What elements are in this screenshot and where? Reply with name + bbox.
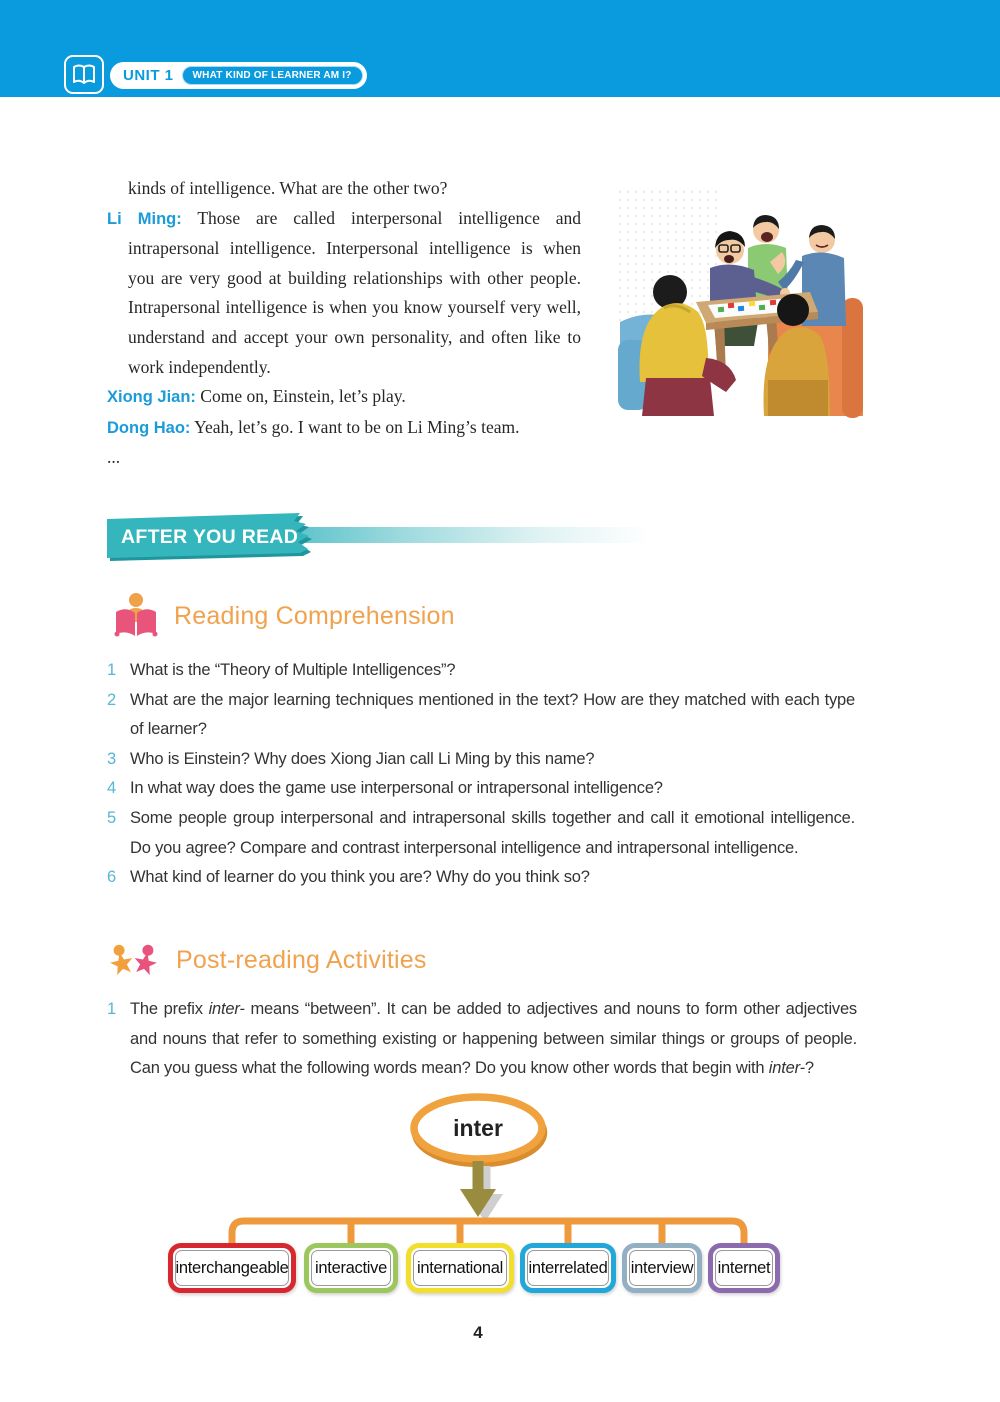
reading-comprehension-heading xyxy=(113,592,455,640)
italic-prefix-text: inter- xyxy=(208,1000,245,1018)
question-number: 5 xyxy=(107,808,117,827)
section-title: Reading Comprehension xyxy=(174,601,455,630)
question-number: 1 xyxy=(107,661,117,679)
word-label: interview xyxy=(629,1250,695,1286)
dialogue-turns xyxy=(107,204,581,444)
item-number: 1 xyxy=(107,1000,117,1018)
word-box-internet xyxy=(708,1243,780,1293)
dialogue-block xyxy=(107,174,581,473)
word-label: interrelated xyxy=(527,1250,609,1286)
dialogue-turn: Xiong Jian: Come on, Einstein, let’s play. xyxy=(107,386,406,407)
paragraph-segment: The prefix xyxy=(130,1000,209,1018)
word-box-interactive xyxy=(304,1243,398,1293)
word-label: internet xyxy=(715,1250,773,1286)
unit-badge xyxy=(110,62,367,89)
question-row xyxy=(107,686,855,745)
boys-playing-board-game-illustration xyxy=(618,190,863,418)
speaker-name: Li Ming: xyxy=(107,209,182,228)
paragraph-segment: ? xyxy=(804,1059,814,1078)
after-you-read-banner xyxy=(107,513,319,563)
word-label: interactive xyxy=(311,1250,391,1286)
question-list xyxy=(107,656,855,893)
word-box-interview xyxy=(622,1243,702,1293)
post-reading-item xyxy=(107,995,857,1084)
page-number: 4 xyxy=(473,1323,483,1342)
question-text: In what way does the game use interpersonal or intrapersonal intelligence? xyxy=(130,779,663,798)
speaker-name: Dong Hao: xyxy=(107,418,191,437)
question-row xyxy=(107,863,855,893)
question-number: 2 xyxy=(107,690,117,709)
question-row xyxy=(107,745,855,775)
question-number: 4 xyxy=(107,779,117,798)
dancing-figures-icon xyxy=(107,937,161,983)
question-text: Some people group interpersonal and intrapersonal skills together and call it emotional intelligence. Do you agree? Compare and contrast interpersonal intelligence and intrapersonal intelligence. xyxy=(130,808,855,857)
dialogue-ellipsis: ... xyxy=(107,447,121,468)
down-arrow-icon xyxy=(460,1161,503,1222)
question-row xyxy=(107,656,855,686)
inter-prefix-diagram xyxy=(150,1093,850,1253)
question-row xyxy=(107,774,855,804)
word-label: international xyxy=(413,1250,507,1286)
post-reading-text xyxy=(130,995,857,1084)
question-number: 3 xyxy=(107,749,117,768)
diagram-root-label: inter xyxy=(453,1115,503,1141)
unit-label: UNIT 1 xyxy=(123,67,174,84)
header-bar xyxy=(0,0,1000,97)
paragraph-segment: means “between”. It can be added to adjectives and nouns to form other adjectives and nouns that refer to something existing or happening between similar things or groups of people. Can you guess what the following words mean? Do you know other words that begin with xyxy=(130,1000,857,1078)
post-reading-heading xyxy=(107,937,427,983)
italic-prefix-text: inter- xyxy=(768,1059,805,1078)
unit-title: WHAT KIND OF LEARNER AM I? xyxy=(182,66,363,85)
banner-gradient-strip xyxy=(298,527,650,543)
word-box-international xyxy=(406,1243,514,1293)
speaker-name: Xiong Jian: xyxy=(107,388,196,407)
reading-person-icon xyxy=(113,592,159,640)
banner-title: AFTER YOU READ xyxy=(121,526,299,548)
question-number: 6 xyxy=(107,868,117,887)
section-title: Post-reading Activities xyxy=(176,945,427,974)
dialogue-turn: Dong Hao: Yeah, let’s go. I want to be on Li Ming’s team. xyxy=(107,416,520,437)
question-text: What are the major learning techniques mentioned in the text? How are they matched with each type of learner? xyxy=(130,690,855,739)
word-box-interrelated xyxy=(520,1243,616,1293)
question-text: What is the “Theory of Multiple Intelligences”? xyxy=(130,661,456,679)
word-label: interchangeable xyxy=(175,1250,289,1286)
question-text: What kind of learner do you think you are? Why do you think so? xyxy=(130,868,590,887)
word-box-interchangeable xyxy=(168,1243,296,1293)
dialogue-turn: Li Ming: Those are called interpersonal intelligence and intrapersonal intelligence. Interpersonal intelligence is when you are very good at building relationships with other people. Intrapersonal intelligence is when you know yourself very well, understand and accept your own personality, and often like to work independently. xyxy=(107,207,582,377)
question-text: Who is Einstein? Why does Xiong Jian call Li Ming by this name? xyxy=(130,749,595,768)
question-row xyxy=(107,804,855,863)
dialogue-continuation-line: kinds of intelligence. What are the other two? xyxy=(128,178,448,198)
book-icon xyxy=(64,55,104,94)
